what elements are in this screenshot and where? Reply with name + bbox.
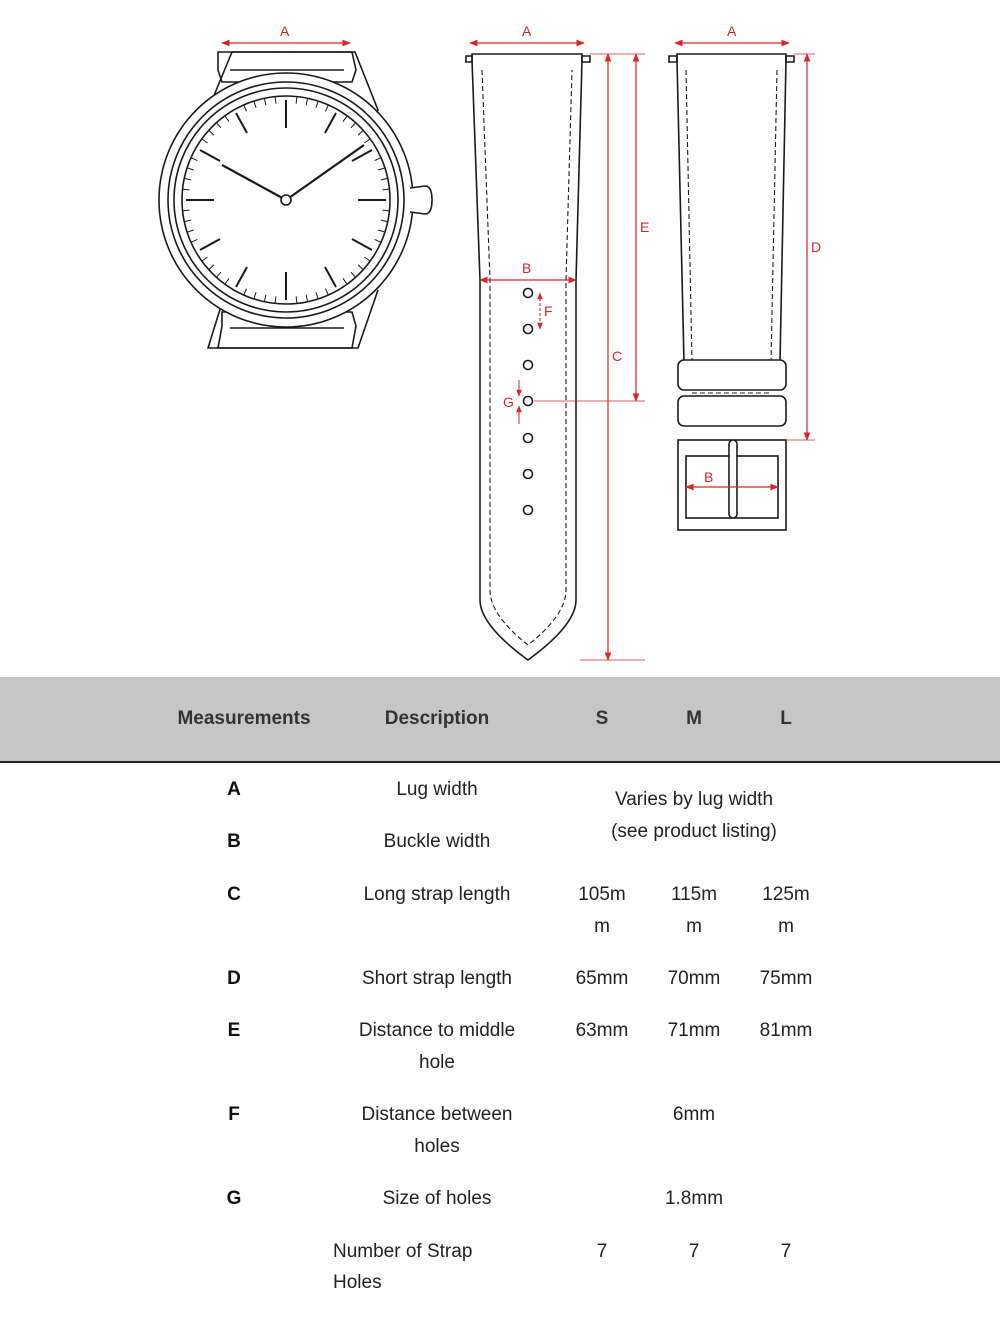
- row-holes-l: 7: [780, 1241, 792, 1262]
- row-c-letter: C: [227, 884, 241, 905]
- row-a-description: Lug width: [396, 779, 478, 800]
- row-c-l-line2: m: [778, 916, 794, 937]
- row-c-m-line2: m: [686, 916, 702, 937]
- row-f-description-line2: holes: [414, 1136, 460, 1157]
- row-holes-s: 7: [596, 1241, 608, 1262]
- row-holes-description-line2: Holes: [333, 1272, 382, 1293]
- row-e-letter: E: [227, 1020, 241, 1041]
- long-strap-label-g: G: [503, 394, 514, 410]
- row-c-s-line2: m: [594, 916, 610, 937]
- row-c-description: Long strap length: [363, 884, 511, 905]
- short-strap-illustration: [669, 54, 794, 530]
- long-strap-label-e: E: [640, 219, 650, 235]
- header-description: Description: [384, 708, 490, 729]
- short-strap-label-a: A: [727, 23, 737, 39]
- row-e-description-line1: Distance to middle: [358, 1020, 516, 1041]
- row-c-s-line1: 105m: [578, 884, 626, 905]
- long-strap-label-c: C: [612, 348, 623, 364]
- row-b-letter: B: [227, 831, 241, 852]
- varies-note-line2: (see product listing): [611, 821, 777, 842]
- varies-note-line1: Varies by lug width: [614, 789, 774, 810]
- row-d-l: 75mm: [759, 968, 813, 989]
- row-f-letter: F: [228, 1104, 240, 1125]
- header-size-m: M: [686, 708, 702, 729]
- row-d-s: 65mm: [575, 968, 629, 989]
- row-g-description: Size of holes: [382, 1188, 492, 1209]
- short-strap-label-b: B: [704, 469, 714, 485]
- long-strap-label-b: B: [522, 260, 532, 276]
- row-e-description-line2: hole: [419, 1052, 455, 1073]
- row-d-description: Short strap length: [362, 968, 512, 989]
- row-e-s: 63mm: [575, 1020, 629, 1041]
- watch-label-a: A: [280, 23, 290, 39]
- row-b-description: Buckle width: [383, 831, 491, 852]
- header-size-l: L: [780, 708, 792, 729]
- row-c-m-line1: 115m: [670, 884, 718, 905]
- row-d-letter: D: [227, 968, 241, 989]
- row-g-letter: G: [226, 1188, 242, 1209]
- row-holes-m: 7: [688, 1241, 700, 1262]
- row-holes-description-line1: Number of Strap: [333, 1241, 473, 1262]
- long-strap-illustration: [466, 54, 590, 660]
- header-size-s: S: [595, 708, 609, 729]
- short-strap-label-d: D: [811, 239, 822, 255]
- row-d-m: 70mm: [667, 968, 721, 989]
- header-measurements: Measurements: [177, 708, 311, 729]
- table-header: [0, 677, 1000, 763]
- watch-illustration: [159, 52, 432, 348]
- row-a-letter: A: [227, 779, 241, 800]
- row-c-l-line1: 125m: [762, 884, 810, 905]
- row-f-description-line1: Distance between: [361, 1104, 513, 1125]
- long-strap-label-a: A: [522, 23, 532, 39]
- row-g-all-sizes: 1.8mm: [664, 1188, 724, 1209]
- long-strap-label-f: F: [544, 303, 553, 319]
- row-e-m: 71mm: [667, 1020, 721, 1041]
- row-e-l: 81mm: [759, 1020, 813, 1041]
- row-f-all-sizes: 6mm: [672, 1104, 716, 1125]
